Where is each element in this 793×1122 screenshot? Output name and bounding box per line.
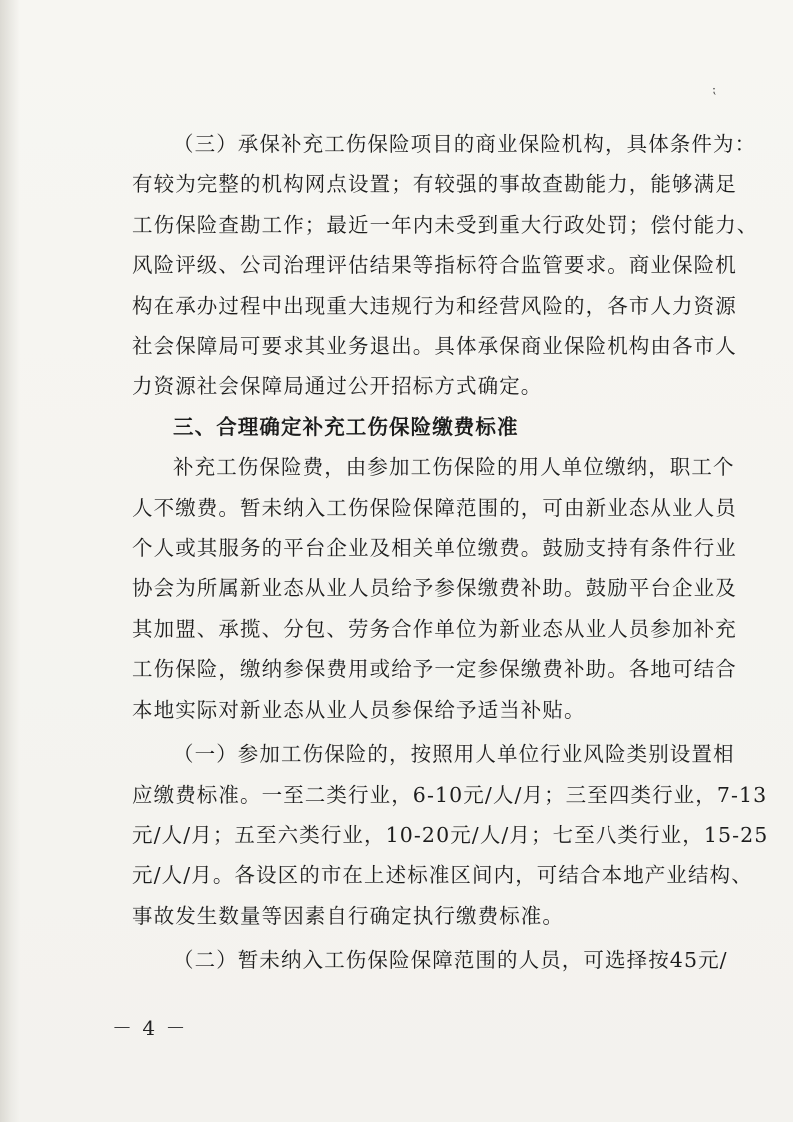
text-line: （二）暂未纳入工伤保险保障范围的人员，可选择按45元/ [173,948,728,973]
text-line: 其加盟、承揽、分包、劳务合作单位为新业态从业人员参加补充 [132,616,737,641]
paragraph-uncovered-persons [132,940,740,980]
paragraph-fee-payment [132,447,740,730]
scan-speck-mark: ⁏ [712,82,717,96]
heading-text: 三、合理确定补充工伤保险缴费标准 [173,414,519,439]
text-line: 应缴费标准。一至二类行业，6-10元/人/月；三至四类行业，7-13 [132,782,768,807]
text-line: 本地实际对新业态从业人员参保给予适当补贴。 [132,697,586,722]
text-line: 力资源社会保障局通过公开招标方式确定。 [132,374,543,399]
text-line: 人不缴费。暂未纳入工伤保险保障范围的，可由新业态从业人员 [132,495,737,520]
text-line: 补充工伤保险费，由参加工伤保险的用人单位缴纳，职工个 [173,455,735,480]
section-heading [132,407,740,447]
text-line: （一）参加工伤保险的，按照用人单位行业风险类别设置相 [173,742,735,767]
text-line: 元/人/月。各设区的市在上述标准区间内，可结合本地产业结构、 [132,863,753,888]
scan-binding-shadow [0,0,20,1122]
text-line: 工伤保险查勘工作；最近一年内未受到重大行政处罚；偿付能力、 [132,212,759,237]
text-line: 事故发生数量等因素自行确定执行缴费标准。 [132,903,564,928]
text-line: 元/人/月；五至六类行业，10-20元/人/月；七至八类行业，15-25 [132,822,769,847]
text-line: 个人或其服务的平台企业及相关单位缴费。鼓励支持有条件行业 [132,536,737,561]
text-line: 构在承办过程中出现重大违规行为和经营风险的，各市人力资源 [132,293,737,318]
paragraph-fee-standards [132,734,769,936]
paragraph-insurer-conditions [132,124,759,407]
text-line: 风险评级、公司治理评估结果等指标符合监管要求。商业保险机 [132,253,737,278]
text-line: 有较为完整的机构网点设置；有较强的事故查勘能力，能够满足 [132,172,737,197]
text-line: 工伤保险，缴纳参保费用或给予一定参保缴费补助。各地可结合 [132,657,737,682]
text-line: 社会保障局可要求其业务退出。具体承保商业保险机构由各市人 [132,334,737,359]
page-number: － 4 － [112,1016,188,1040]
text-line: （三）承保补充工伤保险项目的商业保险机构，具体条件为： [173,132,757,156]
text-line: 协会为所属新业态从业人员给予参保缴费补助。鼓励平台企业及 [132,576,737,601]
document-body [132,124,769,981]
